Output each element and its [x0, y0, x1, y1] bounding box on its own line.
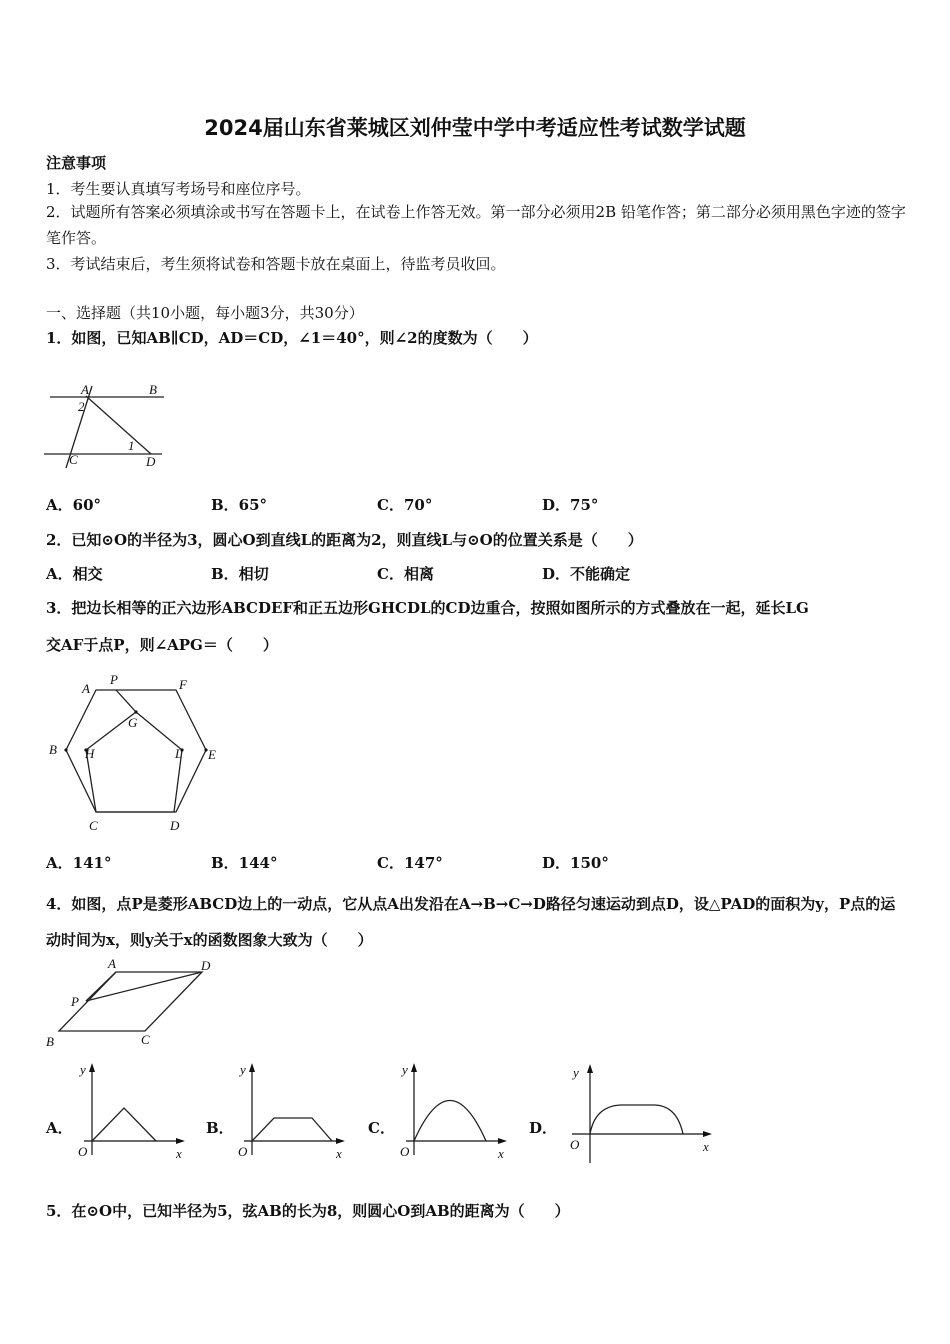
q4-graph-c	[396, 1060, 512, 1160]
line-gp	[116, 690, 136, 712]
y-label: y	[402, 1062, 408, 1077]
notice-heading: 注意事项	[46, 154, 107, 172]
x-arrow	[336, 1138, 345, 1144]
q1-option-a[interactable]: A．60°	[46, 496, 102, 514]
point-b	[64, 748, 67, 751]
y-label: y	[240, 1062, 246, 1077]
q4-stem: 4．如图，点P是菱形ABCD边上的一动点，它从点A出发沿在A→B→C→D路径匀速运动到点D，设△PAD的面积为y，P点的运动时间为x，则y关于x的函数图象大致为（ ）	[46, 895, 896, 949]
origin-label: O	[570, 1137, 580, 1152]
q4-option-c[interactable]: C．	[368, 1119, 395, 1137]
q1-stem: 1．如图，已知AB∥CD，AD＝CD，∠1＝40°，则∠2的度数为（ ）	[46, 329, 538, 347]
q2-stem: 2．已知⊙O的半径为3，圆心O到直线L的距离为2，则直线L与⊙O的位置关系是（ ）	[46, 531, 643, 549]
q3-option-c[interactable]: C．147°	[377, 854, 443, 872]
q3-option-a[interactable]: A．141°	[46, 854, 112, 872]
q4-figure	[44, 955, 224, 1050]
x-arrow	[703, 1131, 712, 1137]
q1-figure	[44, 378, 169, 473]
label-2: 2	[78, 399, 85, 414]
q4-option-d[interactable]: D．	[529, 1119, 558, 1137]
q3-stem-line1: 3．把边长相等的正六边形ABCDEF和正五边形GHCDL的CD边重合，按照如图所示的方式叠放在一起，延长LG	[46, 599, 809, 617]
label-l: L	[175, 746, 183, 761]
q3-option-b[interactable]: B．144°	[211, 854, 278, 872]
q3-stem-line2: 交AF于点P，则∠APG＝（ ）	[46, 636, 278, 654]
label-p: P	[71, 994, 79, 1009]
graph-curve	[414, 1101, 486, 1142]
y-arrow	[249, 1063, 255, 1072]
rhombus-abcd	[59, 972, 202, 1031]
q1-option-b[interactable]: B．65°	[211, 496, 268, 514]
label-c: C	[69, 452, 78, 467]
line-ad	[86, 396, 151, 454]
label-h: H	[85, 746, 95, 761]
q2-option-a[interactable]: A．相交	[46, 565, 103, 583]
y-arrow	[411, 1063, 417, 1072]
label-a: A	[108, 956, 116, 971]
x-label: x	[176, 1146, 182, 1161]
q2-option-c[interactable]: C．相离	[377, 565, 434, 583]
label-p: P	[110, 672, 118, 687]
section-heading: 一、选择题（共10小题，每小题3分，共30分）	[46, 304, 364, 322]
q1-option-d[interactable]: D．75°	[542, 496, 599, 514]
q2-option-d[interactable]: D．不能确定	[542, 565, 631, 583]
label-b: B	[149, 382, 157, 397]
label-d: D	[201, 958, 211, 973]
label-e: E	[208, 747, 216, 762]
label-f: F	[179, 677, 187, 692]
y-label: y	[80, 1062, 86, 1077]
q4-option-a[interactable]: A．	[46, 1119, 73, 1137]
q2-option-b[interactable]: B．相切	[211, 565, 269, 583]
label-b: B	[46, 1034, 54, 1049]
q4-option-b[interactable]: B．	[206, 1119, 234, 1137]
label-g: G	[128, 715, 138, 730]
label-a: A	[81, 382, 89, 397]
notice-item-2: 2．试题所有答案必须填涂或书写在答题卡上，在试卷上作答无效。第一部分必须用2B 铅笔作答；第二部分必须用黑色字迹的签字笔作答。	[46, 203, 906, 247]
graph-curve	[590, 1105, 683, 1134]
label-c: C	[141, 1032, 150, 1047]
notice-item-1: 1．考生要认真填写考场号和座位序号。	[46, 180, 311, 198]
y-arrow	[89, 1063, 95, 1072]
y-arrow	[587, 1064, 593, 1073]
y-label: y	[573, 1065, 579, 1080]
notice-item-3: 3．考试结束后，考生须将试卷和答题卡放在桌面上，待监考员收回。	[46, 255, 506, 273]
line-pd	[86, 972, 202, 1001]
page-title: 2024届山东省莱城区刘仲莹中学中考适应性考试数学试题	[204, 116, 746, 140]
graph-curve	[252, 1118, 332, 1141]
q4-graph-a	[74, 1060, 190, 1160]
q1-option-c[interactable]: C．70°	[377, 496, 433, 514]
point-g	[134, 710, 137, 713]
origin-label: O	[78, 1144, 88, 1159]
q4-graph-d	[567, 1060, 717, 1164]
graph-curve	[92, 1108, 156, 1141]
label-a: A	[82, 681, 90, 696]
q5-stem: 5．在⊙O中，已知半径为5，弦AB的长为8，则圆心O到AB的距离为（ ）	[46, 1202, 570, 1220]
q3-option-d[interactable]: D．150°	[542, 854, 609, 872]
x-arrow	[176, 1138, 185, 1144]
x-label: x	[498, 1146, 504, 1161]
label-1: 1	[128, 438, 135, 453]
origin-label: O	[238, 1144, 248, 1159]
x-label: x	[336, 1146, 342, 1161]
origin-label: O	[400, 1144, 410, 1159]
q3-figure	[44, 670, 234, 840]
label-c: C	[89, 818, 98, 833]
x-label: x	[703, 1139, 709, 1154]
label-d: D	[146, 454, 156, 469]
x-arrow	[498, 1138, 507, 1144]
q4-graph-b	[234, 1060, 350, 1160]
label-b-text: B	[49, 742, 57, 757]
label-d: D	[170, 818, 180, 833]
